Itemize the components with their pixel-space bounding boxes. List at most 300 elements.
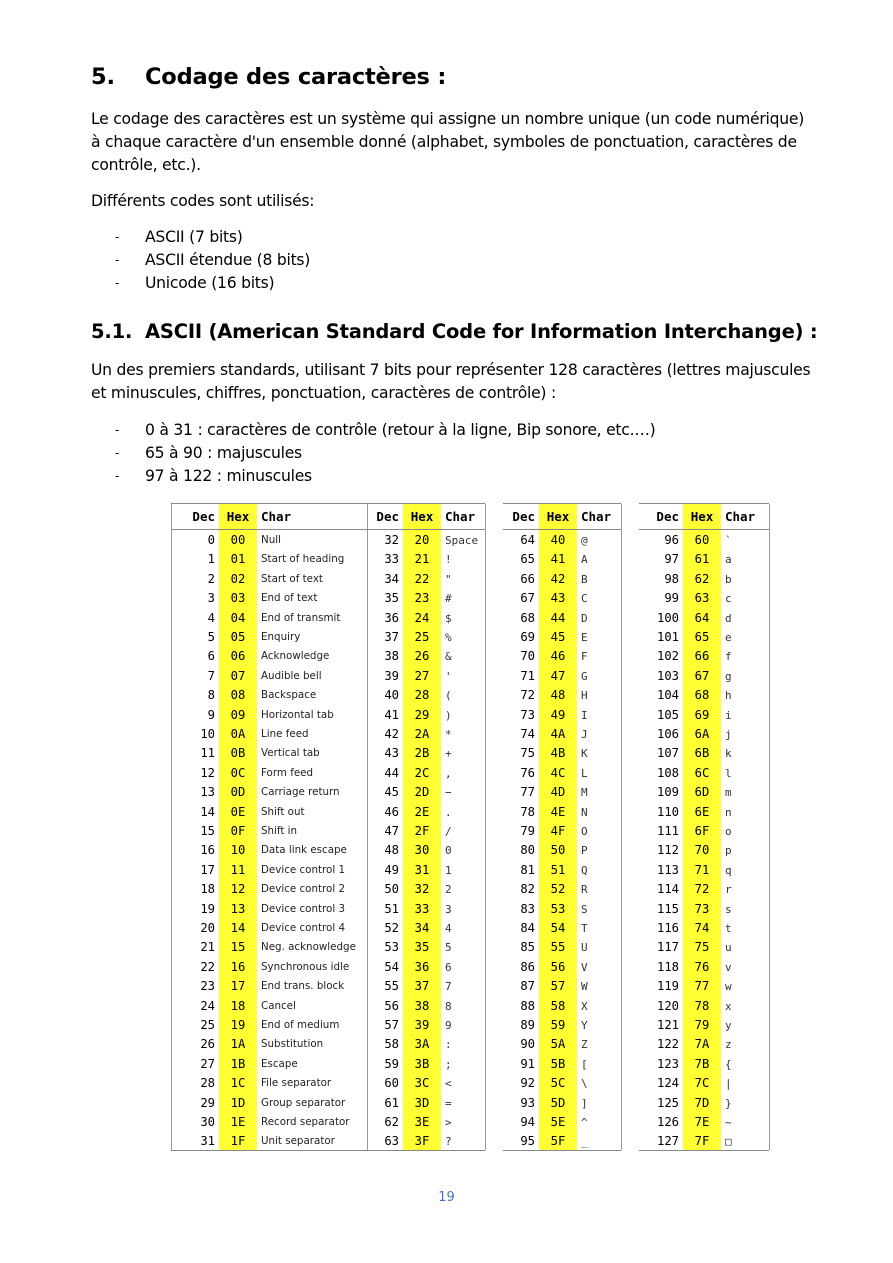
hex-cell: 08 [230, 688, 246, 703]
dec-cell: 24 [200, 998, 215, 1013]
char-cell: x [725, 999, 732, 1013]
char-cell: 1 [445, 863, 452, 877]
dec-cell: 7 [207, 668, 215, 683]
hex-cell: 1A [230, 1037, 246, 1052]
char-cell: ^ [581, 1116, 588, 1129]
section-title: Codage des caractères : [145, 64, 447, 90]
dec-cell: 119 [656, 979, 679, 994]
dec-cell: 56 [384, 998, 399, 1013]
hex-cell: 05 [230, 630, 246, 644]
char-cell: 5 [445, 941, 452, 955]
hex-cell: 3B [414, 1056, 430, 1071]
dec-cell: 30 [200, 1115, 215, 1129]
char-cell: s [725, 902, 732, 916]
hex-cell: 38 [414, 998, 430, 1013]
hex-cell: 42 [550, 571, 566, 586]
dec-cell: 14 [200, 804, 215, 819]
list-marker: - [115, 469, 120, 483]
dec-cell: 41 [384, 707, 399, 722]
hex-cell: 2A [414, 727, 430, 741]
hex-cell: 57 [550, 979, 566, 994]
hex-cell: 4A [550, 727, 566, 741]
dec-cell: 110 [656, 804, 679, 819]
ascii-paragraph: Un des premiers standards, utilisant 7 bits pour représenter 128 caractères (lettres majuscules et minuscules, chiffres, ponctuation, caractères de contrôle) : [91, 361, 811, 402]
dec-cell: 38 [384, 649, 399, 664]
hex-cell: 0F [230, 824, 246, 838]
dec-cell: 22 [200, 959, 215, 974]
section-number: 5. [91, 64, 115, 90]
char-cell: Audible bell [261, 669, 322, 682]
dec-cell: 112 [656, 843, 679, 858]
char-cell: Device control 2 [261, 883, 346, 896]
hex-cell: 6B [694, 746, 710, 761]
hex-cell: 20 [414, 533, 430, 547]
char-cell: _ [581, 1135, 588, 1149]
column-header-dec: Dec [171, 504, 215, 530]
hex-cell: 7B [694, 1056, 710, 1071]
char-cell: a [725, 553, 732, 567]
hex-cell: 22 [414, 571, 430, 586]
char-cell: & [445, 650, 452, 664]
dec-cell: 40 [384, 688, 399, 703]
list-marker: - [115, 276, 120, 290]
hex-cell: 6F [694, 824, 710, 838]
dec-cell: 69 [520, 630, 535, 644]
hex-cell: 56 [550, 959, 566, 974]
char-cell: ( [445, 689, 452, 703]
dec-cell: 76 [520, 765, 535, 780]
char-cell: End of transmit [261, 611, 341, 624]
hex-cell: 07 [230, 668, 246, 683]
hex-cell: 24 [414, 610, 430, 625]
dec-cell: 115 [656, 901, 679, 916]
char-cell: End trans. block [261, 980, 345, 993]
hex-cell: 33 [414, 901, 430, 916]
table-block [171, 503, 367, 1151]
dec-cell: 102 [656, 649, 679, 664]
hex-cell: 04 [230, 610, 246, 625]
dec-cell: 63 [384, 1134, 399, 1149]
hex-cell: 3A [414, 1037, 430, 1052]
dec-cell: 64 [520, 533, 535, 547]
char-cell: 8 [445, 999, 452, 1013]
char-cell: ` [725, 534, 732, 547]
hex-cell: 60 [694, 533, 710, 547]
hex-cell: 76 [694, 959, 710, 974]
hex-cell: 64 [694, 610, 710, 625]
char-cell: Y [581, 1019, 588, 1032]
dec-cell: 15 [200, 824, 215, 838]
dec-cell: 31 [200, 1134, 215, 1149]
dec-cell: 62 [384, 1115, 399, 1129]
hex-cell: 41 [550, 552, 566, 567]
table-block [367, 503, 485, 1151]
section-heading [91, 64, 446, 90]
hex-cell: 66 [694, 649, 710, 664]
hex-cell: 0E [230, 804, 246, 819]
char-cell: ; [445, 1057, 452, 1071]
hex-cell: 5D [550, 1095, 566, 1110]
dec-cell: 106 [656, 727, 679, 741]
hex-cell: 51 [550, 862, 566, 877]
hex-cell: 75 [694, 940, 710, 955]
dec-cell: 16 [200, 843, 215, 858]
list-item: - Unicode (16 bits) [91, 272, 310, 295]
dec-cell: 49 [384, 862, 399, 877]
dec-cell: 73 [520, 707, 535, 722]
char-cell: P [581, 844, 588, 858]
dec-cell: 42 [384, 727, 399, 741]
dec-cell: 100 [656, 610, 679, 625]
dec-cell: 70 [520, 649, 535, 664]
list-marker: - [115, 230, 120, 244]
column-header-char: Char [581, 504, 621, 530]
column-header-hex: Hex [539, 504, 577, 530]
hex-cell: 72 [694, 882, 710, 897]
char-cell: l [725, 766, 732, 780]
dec-cell: 74 [520, 727, 535, 741]
hex-cell: 3C [414, 1076, 430, 1091]
char-cell: z [725, 1038, 732, 1052]
char-cell: w [725, 980, 732, 994]
dec-cell: 55 [384, 979, 399, 994]
dec-cell: 19 [200, 901, 215, 916]
char-cell: < [445, 1077, 452, 1091]
hex-cell: 47 [550, 668, 566, 683]
hex-cell: 2C [414, 765, 430, 780]
hex-cell: 6C [694, 765, 710, 780]
dec-cell: 37 [384, 630, 399, 644]
dec-cell: 54 [384, 959, 399, 974]
hex-cell: 0B [230, 746, 246, 761]
dec-cell: 26 [200, 1037, 215, 1052]
hex-cell: 61 [694, 552, 710, 567]
dec-cell: 35 [384, 591, 399, 606]
column-header-hex: Hex [683, 504, 721, 530]
hex-cell: 3F [414, 1134, 430, 1149]
dec-cell: 77 [520, 785, 535, 800]
hex-cell: 6A [694, 727, 710, 741]
char-cell: \ [581, 1077, 588, 1091]
dec-cell: 117 [656, 940, 679, 955]
char-cell: @ [581, 534, 588, 547]
dec-cell: 89 [520, 1018, 535, 1032]
page-number: 19 [438, 1190, 455, 1205]
dec-cell: 8 [207, 688, 215, 703]
hex-cell: 14 [230, 921, 246, 935]
hex-cell: 03 [230, 591, 246, 606]
dec-cell: 123 [656, 1056, 679, 1071]
hex-cell: 1F [230, 1134, 246, 1149]
hex-cell: 5C [550, 1076, 566, 1091]
char-cell: j [725, 728, 732, 741]
dec-cell: 50 [384, 882, 399, 897]
dec-cell: 12 [200, 765, 215, 780]
char-cell: Start of heading [261, 553, 345, 566]
char-cell: Group separator [261, 1096, 346, 1109]
hex-cell: 58 [550, 998, 566, 1013]
subsection-number: 5.1. [91, 320, 133, 343]
hex-cell: 12 [230, 882, 246, 897]
dec-cell: 78 [520, 804, 535, 819]
column-header-char: Char [445, 504, 485, 530]
hex-cell: 54 [550, 921, 566, 935]
hex-cell: 10 [230, 843, 246, 858]
char-cell: Horizontal tab [261, 708, 334, 721]
list-item: - ASCII (7 bits) [91, 226, 310, 249]
ascii-ranges-list [91, 419, 656, 488]
dec-cell: 122 [656, 1037, 679, 1052]
hex-cell: 00 [230, 533, 246, 547]
dec-cell: 124 [656, 1076, 679, 1091]
hex-cell: 37 [414, 979, 430, 994]
hex-cell: 69 [694, 707, 710, 722]
hex-cell: 70 [694, 843, 710, 858]
char-cell: } [725, 1096, 732, 1110]
hex-cell: 55 [550, 940, 566, 955]
codes-intro: Différents codes sont utilisés: [91, 192, 315, 210]
dec-cell: 66 [520, 571, 535, 586]
char-cell: Enquiry [261, 631, 301, 643]
dec-cell: 120 [656, 998, 679, 1013]
char-cell: [ [581, 1057, 588, 1071]
column-header-char: Char [261, 504, 367, 530]
hex-cell: 7E [694, 1115, 710, 1129]
char-cell: W [581, 980, 588, 994]
dec-cell: 1 [207, 552, 215, 567]
char-cell: Null [261, 534, 281, 546]
subsection-title: ASCII (American Standard Code for Information Interchange) : [145, 320, 818, 343]
block-divider [769, 504, 770, 1150]
char-cell: E [581, 631, 588, 644]
char-cell: $ [445, 611, 452, 625]
column-header-dec: Dec [639, 504, 679, 530]
dec-cell: 27 [200, 1056, 215, 1071]
dec-cell: 90 [520, 1037, 535, 1052]
char-cell: Substitution [261, 1038, 324, 1051]
hex-cell: 19 [230, 1018, 246, 1032]
dec-cell: 84 [520, 921, 535, 935]
list-marker: - [115, 446, 120, 460]
char-cell: 2 [445, 883, 452, 897]
hex-cell: 1B [230, 1056, 246, 1071]
header-divider [171, 529, 367, 530]
char-cell: " [445, 572, 452, 586]
hex-cell: 7F [694, 1134, 710, 1149]
dec-cell: 59 [384, 1056, 399, 1071]
hex-cell: 5E [550, 1115, 566, 1129]
char-cell: ) [445, 708, 452, 722]
intro-paragraph: Le codage des caractères est un système qui assigne un nombre unique (un code numérique) à chaque caractère d'un ensemble donné (alphabet, symboles de ponctuation, caractères de contrôle, etc.). [91, 110, 805, 174]
dec-cell: 83 [520, 901, 535, 916]
column-header-dec: Dec [367, 504, 399, 530]
hex-cell: 63 [694, 591, 710, 606]
hex-cell: 34 [414, 921, 430, 935]
hex-cell: 4E [550, 804, 566, 819]
char-cell: | [725, 1077, 732, 1091]
char-cell: I [581, 708, 588, 722]
table-block [503, 503, 621, 1151]
dec-cell: 5 [207, 630, 215, 644]
dec-cell: 105 [656, 707, 679, 722]
char-cell: O [581, 825, 588, 838]
hex-cell: 68 [694, 688, 710, 703]
char-cell: ~ [725, 1116, 732, 1129]
char-cell: A [581, 553, 588, 567]
char-cell: ? [445, 1135, 452, 1149]
char-cell: M [581, 786, 588, 800]
char-cell: Backspace [261, 689, 317, 702]
hex-cell: 43 [550, 591, 566, 606]
char-cell: Form feed [261, 766, 314, 779]
hex-cell: 0A [230, 727, 246, 741]
char-cell: F [581, 650, 588, 664]
dec-cell: 81 [520, 862, 535, 877]
hex-cell: 15 [230, 940, 246, 955]
table-block [639, 503, 769, 1151]
hex-cell: 7C [694, 1076, 710, 1091]
char-cell: % [445, 631, 452, 644]
hex-cell: 7D [694, 1095, 710, 1110]
char-cell: Shift out [261, 805, 305, 818]
char-cell: Space [445, 534, 479, 547]
dec-cell: 33 [384, 552, 399, 567]
char-cell: G [581, 669, 588, 683]
hex-cell: 77 [694, 979, 710, 994]
dec-cell: 109 [656, 785, 679, 800]
dec-cell: 53 [384, 940, 399, 955]
block-divider [485, 504, 486, 1150]
char-cell: 7 [445, 980, 452, 994]
char-cell: v [725, 960, 732, 974]
dec-cell: 13 [200, 785, 215, 800]
dec-cell: 85 [520, 940, 535, 955]
hex-cell: 74 [694, 921, 710, 935]
dec-cell: 94 [520, 1115, 535, 1129]
hex-cell: 6D [694, 785, 710, 800]
dec-cell: 98 [664, 571, 679, 586]
ascii-table [171, 503, 776, 1149]
char-cell: X [581, 999, 588, 1013]
dec-cell: 65 [520, 552, 535, 567]
dec-cell: 60 [384, 1076, 399, 1091]
codes-list [91, 226, 310, 295]
hex-cell: 30 [414, 843, 430, 858]
char-cell: Neg. acknowledge [261, 941, 356, 954]
char-cell: Shift in [261, 825, 298, 837]
char-cell: U [581, 941, 588, 955]
hex-cell: 06 [230, 649, 246, 664]
dec-cell: 18 [200, 882, 215, 897]
dec-cell: 57 [384, 1018, 399, 1032]
char-cell: ] [581, 1096, 588, 1110]
hex-cell: 2D [414, 785, 430, 800]
char-cell: − [445, 786, 452, 800]
hex-cell: 2F [414, 824, 430, 838]
char-cell: y [725, 1019, 732, 1032]
hex-cell: 11 [230, 862, 246, 877]
hex-cell: 48 [550, 688, 566, 703]
dec-cell: 99 [664, 591, 679, 606]
dec-cell: 104 [656, 688, 679, 703]
hex-cell: 18 [230, 998, 246, 1013]
hex-cell: 4B [550, 746, 566, 761]
subsection-heading [91, 320, 818, 343]
char-cell: . [445, 805, 452, 819]
char-cell: * [445, 728, 452, 741]
dec-cell: 10 [200, 727, 215, 741]
dec-cell: 32 [384, 533, 399, 547]
dec-cell: 11 [200, 746, 215, 761]
hex-cell: 0D [230, 785, 246, 800]
char-cell: t [725, 922, 732, 935]
dec-cell: 121 [656, 1018, 679, 1032]
dec-cell: 44 [384, 765, 399, 780]
char-cell: K [581, 747, 588, 761]
hex-cell: 2B [414, 746, 430, 761]
column-header-hex: Hex [219, 504, 257, 530]
hex-cell: 39 [414, 1018, 430, 1032]
char-cell: Cancel [261, 999, 296, 1012]
char-cell: g [725, 669, 732, 683]
hex-cell: 4D [550, 785, 566, 800]
list-item: - 0 à 31 : caractères de contrôle (retour à la ligne, Bip sonore, etc.…) [91, 419, 656, 442]
column-header-dec: Dec [503, 504, 535, 530]
char-cell: Escape [261, 1057, 298, 1070]
dec-cell: 114 [656, 882, 679, 897]
hex-cell: 3D [414, 1095, 430, 1110]
dec-cell: 34 [384, 571, 399, 586]
hex-cell: 65 [694, 630, 710, 644]
dec-cell: 52 [384, 921, 399, 935]
char-cell: Synchronous idle [261, 960, 350, 973]
column-header-char: Char [725, 504, 769, 530]
hex-cell: 4C [550, 765, 566, 780]
dec-cell: 67 [520, 591, 535, 606]
hex-cell: 5B [550, 1056, 566, 1071]
list-item: - ASCII étendue (8 bits) [91, 249, 310, 272]
dec-cell: 0 [207, 533, 215, 547]
hex-cell: 35 [414, 940, 430, 955]
hex-cell: 25 [414, 630, 430, 644]
char-cell: Data link escape [261, 844, 347, 857]
hex-cell: 71 [694, 862, 710, 877]
char-cell: Device control 3 [261, 902, 346, 915]
char-cell: 6 [445, 960, 452, 974]
char-cell: { [725, 1057, 732, 1071]
dec-cell: 17 [200, 862, 215, 877]
hex-cell: 4F [550, 824, 566, 838]
dec-cell: 72 [520, 688, 535, 703]
char-cell: e [725, 631, 732, 644]
dec-cell: 3 [207, 591, 215, 606]
char-cell: End of medium [261, 1019, 340, 1031]
list-marker: - [115, 253, 120, 267]
dec-cell: 39 [384, 668, 399, 683]
char-cell: o [725, 825, 732, 838]
dec-cell: 4 [207, 610, 215, 625]
char-cell: Record separator [261, 1116, 350, 1128]
hex-cell: 13 [230, 901, 246, 916]
dec-cell: 101 [656, 630, 679, 644]
dec-cell: 43 [384, 746, 399, 761]
hex-cell: 1C [230, 1076, 246, 1091]
char-cell: End of text [261, 592, 318, 605]
dec-cell: 95 [520, 1134, 535, 1149]
dec-cell: 28 [200, 1076, 215, 1091]
char-cell: f [725, 650, 732, 664]
dec-cell: 61 [384, 1095, 399, 1110]
